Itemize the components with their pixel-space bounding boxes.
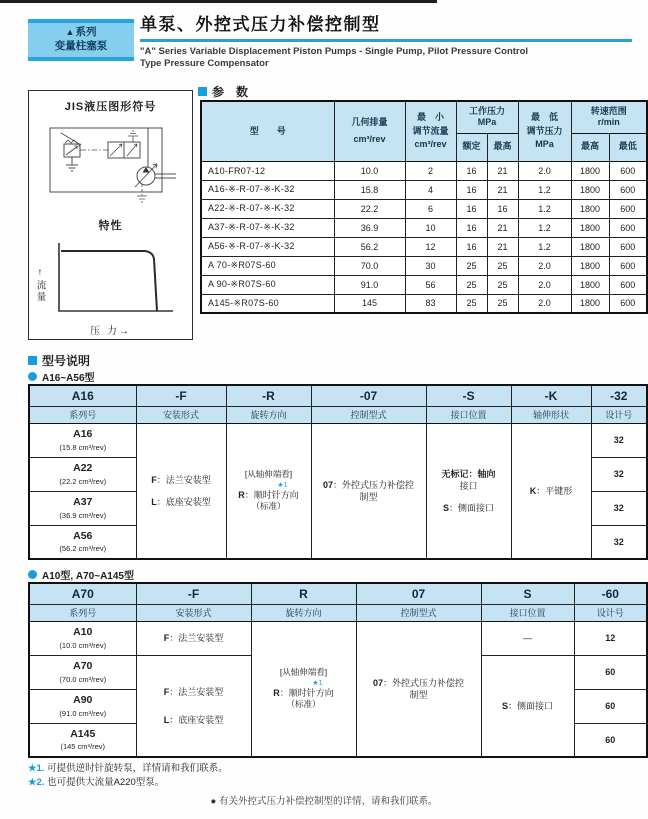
series-cell: A90 (91.0 cm³/rev) (29, 689, 136, 723)
title-rule (140, 39, 632, 42)
control-cell: 07：外控式压力补偿控制型 (356, 621, 481, 757)
col-header-model: 型 号 (201, 101, 334, 161)
model-cell: A 90-※R07S-60 (201, 275, 334, 294)
code-row: A16 -F -R -07 -S -K -32 (29, 385, 647, 406)
rotation-footnote-star: ★1 (312, 680, 323, 688)
model-table-a16-a56 (28, 384, 648, 560)
series-cell: A70 (70.0 cm³/rev) (29, 655, 136, 689)
design-cell: 32 (591, 423, 647, 457)
rotation-cell: [从轴伸端看] ★1 R：顺时针方向 （标准） (226, 423, 311, 559)
model-heading-text: 型号说明 (42, 354, 91, 368)
jis-hydraulic-schematic (36, 118, 186, 210)
star-icon: ★1. (28, 763, 45, 774)
params-table (200, 100, 648, 314)
pressure-axis-label: 压 力→ (90, 326, 131, 337)
footnote-2 (28, 774, 164, 788)
characteristics-chart (29, 239, 192, 337)
col-header-wp-rated: 额定 (456, 133, 487, 161)
label-row: 系列号 安装形式 旋转方向 控制型式 接口位置 设计号 (29, 604, 647, 621)
center-note-text: 有关外控式压力补偿控制型的详情、请和我们联系。 (218, 796, 438, 807)
control-cell: 07：外控式压力补偿控制型 (311, 423, 426, 559)
table-row: A 90-※R07S-60 91.0 56 25 25 2.0 1800 600 (201, 275, 647, 294)
table-row: A22-※-R-07-※-K-32 22.2 6 16 16 1.2 1800 600 (201, 199, 647, 218)
label-row: 系列号 安装形式 旋转方向 控制型式 接口位置 轴伸形状 设计号 (29, 406, 647, 423)
table1-label-text: A16~A56型 (42, 373, 95, 384)
series-cell: A22 (22.2 cm³/rev) (29, 457, 136, 491)
design-cell: 12 (574, 621, 647, 655)
model-cell: A 70-※R07S-60 (201, 256, 334, 275)
model-table-a10-a70-a145 (28, 582, 648, 758)
params-heading-text: 参 数 (212, 85, 249, 99)
design-cell: 60 (574, 689, 647, 723)
mounting-cell: F：法兰安装型 (136, 621, 251, 655)
rotation-footnote-star: ★1 (277, 482, 288, 490)
jis-symbol-title: JIS液压图形符号 (64, 101, 157, 113)
subtitle-line-1: "A" Series Variable Displacement Piston Pumps - Single Pump, Pilot Pressure Control (140, 45, 529, 57)
col-header-working-pressure: 工作压力 MPa (456, 101, 518, 133)
series-cell: A16 (15.8 cm³/rev) (29, 423, 136, 457)
model-cell: A22-※-R-07-※-K-32 (201, 199, 334, 218)
footnote-1-text: 可提供逆时针旋转泵，详情请和我们联系。 (47, 763, 228, 774)
scan-edge-strip (0, 0, 437, 3)
table-row (29, 621, 647, 655)
col-header-speed-min: 最低 (609, 133, 647, 161)
table-row (29, 423, 647, 457)
characteristics-title: 特性 (98, 220, 123, 232)
model-section-heading (28, 352, 90, 369)
circle-bullet-icon (28, 372, 37, 381)
model-cell: A16-※-R-07-※-K-32 (201, 180, 334, 199)
design-cell: 60 (574, 655, 647, 689)
series-cell: A10 (10.0 cm³/rev) (29, 621, 136, 655)
center-note (0, 793, 648, 807)
table2-label-text: A10型, A70~A145型 (42, 571, 134, 582)
subtitle-line-2: Type Pressure Compensator (140, 58, 269, 70)
design-cell: 32 (591, 457, 647, 491)
footnote-1 (28, 760, 228, 774)
table-row: A 70-※R07S-60 70.0 30 25 25 2.0 1800 600 (201, 256, 647, 275)
col-header-min-pressure: 最 低 调节压力 MPa (518, 101, 571, 161)
page-title: 单泵、外控式压力补偿控制型 (140, 15, 381, 34)
series-cell: A37 (36.9 cm³/rev) (29, 491, 136, 525)
table1-sub-label (28, 369, 95, 384)
table-row: A10-FR07-12 10.0 2 16 21 2.0 1800 600 (201, 161, 647, 180)
flow-axis-label: ↑流量 (34, 267, 46, 303)
table-row: A145-※R07S-60 145 83 25 25 2.0 1800 600 (201, 294, 647, 313)
rotation-cell: [从轴伸端看] ★1 R：顺时针方向 （标准） (251, 621, 356, 757)
design-cell: 60 (574, 723, 647, 757)
brand-logo-box (28, 19, 134, 61)
col-header-displacement: 几何排量 cm³/rev (334, 101, 405, 161)
brand-series-text: 系列 (75, 26, 97, 39)
col-header-speed-max: 最高 (571, 133, 609, 161)
brand-series-line (66, 26, 97, 40)
col-header-min-flow: 最 小 调节流量 cm³/rev (405, 101, 456, 161)
brand-triangle-icon: ▲ (65, 27, 75, 38)
series-cell: A145 (145 cm³/rev) (29, 723, 136, 757)
square-bullet-icon (198, 87, 207, 96)
model-cell: A10-FR07-12 (201, 161, 334, 180)
circle-bullet-icon: ● (210, 796, 217, 807)
col-header-speed-range: 转速范围 r/min (571, 101, 647, 133)
brand-product-text: 变量柱塞泵 (54, 40, 108, 52)
circle-bullet-icon (28, 570, 37, 579)
table-row: A16-※-R-07-※-K-32 15.8 4 16 21 1.2 1800 600 (201, 180, 647, 199)
model-cell: A56-※-R-07-※-K-32 (201, 237, 334, 256)
port-cell: S：侧面接口 (481, 655, 574, 757)
mounting-cell: F：法兰安装型 L：底座安装型 (136, 423, 226, 559)
footnote-2-text: 也可提供大流量A220型泵。 (47, 777, 165, 788)
table2-sub-label (28, 567, 134, 582)
model-cell: A145-※R07S-60 (201, 294, 334, 313)
design-cell: 32 (591, 525, 647, 559)
page-subtitle (140, 46, 640, 72)
model-cell: A37-※-R-07-※-K-32 (201, 218, 334, 237)
table-row: A56-※-R-07-※-K-32 56.2 12 16 21 1.2 1800 600 (201, 237, 647, 256)
code-row: A70 -F R 07 S -60 (29, 583, 647, 604)
port-cell: — (481, 621, 574, 655)
title-block (140, 10, 640, 71)
port-cell: 无标记：轴向 接口 S：侧面接口 (426, 423, 511, 559)
mounting-cell: F：法兰安装型 L：底座安装型 (136, 655, 251, 757)
shaft-cell: K：平键形 (511, 423, 591, 559)
characteristics-curve-svg (45, 239, 177, 321)
series-cell: A56 (56.2 cm³/rev) (29, 525, 136, 559)
col-header-wp-max: 最高 (487, 133, 518, 161)
jis-characteristics-panel (28, 90, 193, 340)
star-icon: ★2. (28, 777, 45, 788)
table-row: A37-※-R-07-※-K-32 36.9 10 16 21 1.2 1800 600 (201, 218, 647, 237)
square-bullet-icon (28, 356, 37, 365)
params-section-heading (198, 83, 248, 100)
design-cell: 32 (591, 491, 647, 525)
